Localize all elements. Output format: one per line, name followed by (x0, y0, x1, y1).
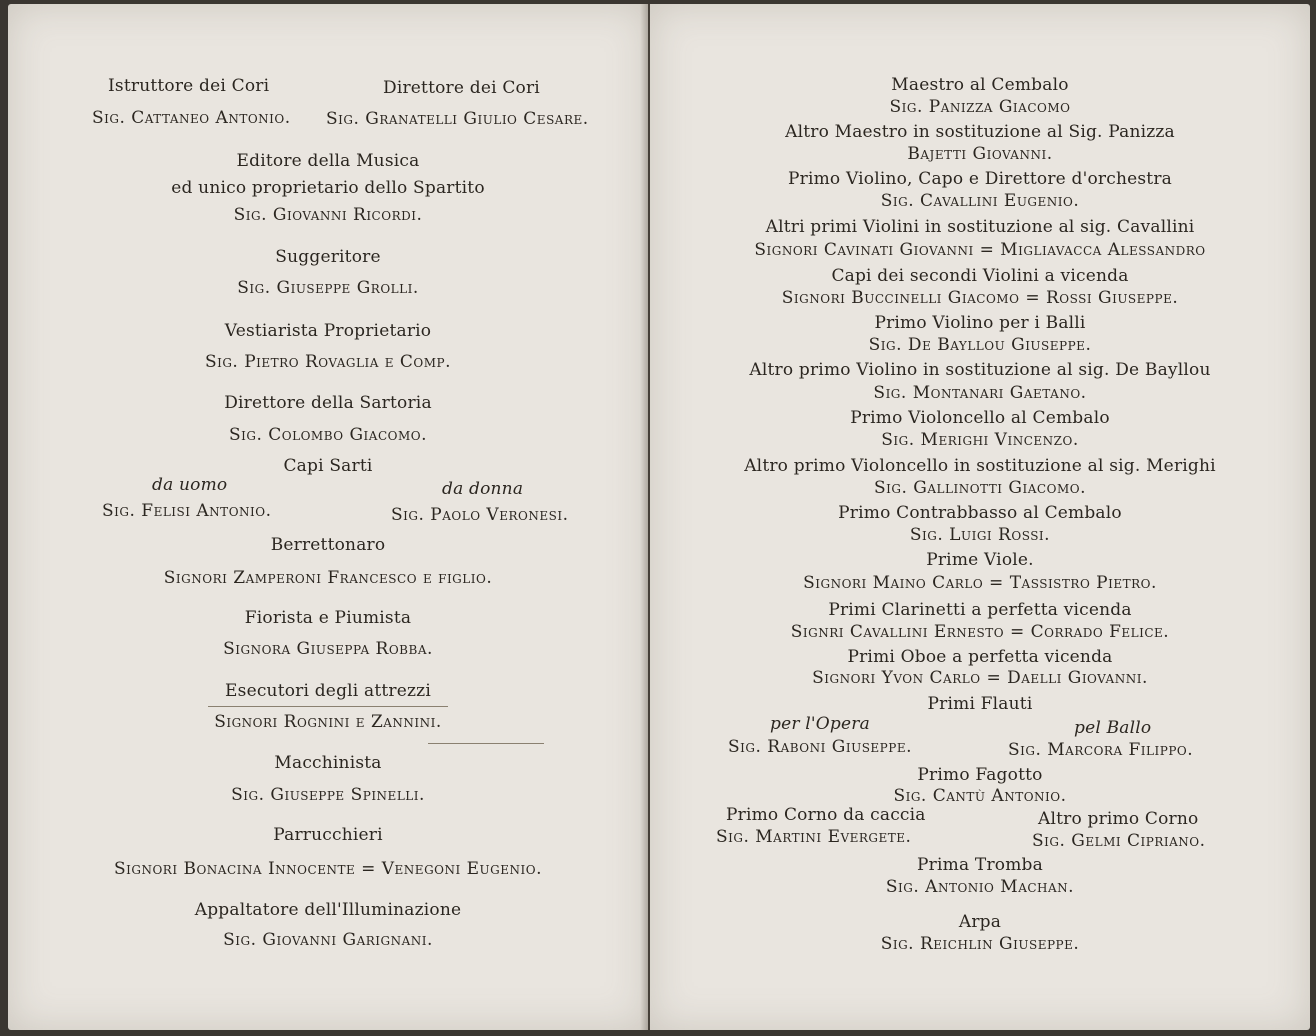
ballo-name: Sig. Marcora Filippo. (1008, 740, 1194, 760)
balli-name: Sig. De Bayllou Giuseppe. (868, 335, 1092, 355)
cembalo-name: Sig. Panizza Giacomo (889, 97, 1071, 117)
altro-corno-name: Sig. Gelmi Cipriano. (1032, 831, 1206, 851)
istruttore-title: Istruttore dei Cori (108, 76, 270, 96)
parrucchieri-name: Signori Bonacina Innocente = Venegoni Eugenio. (113, 859, 542, 879)
sartoria-title: Direttore della Sartoria (224, 393, 432, 413)
istruttore-name: Sig. Cattaneo Antonio. (92, 108, 291, 128)
altri-violini-title: Altri primi Violini in sostituzione al sig. Cavallini (765, 217, 1195, 237)
fiorista-name: Signora Giuseppa Robba. (223, 639, 433, 659)
viole-name: Signori Maino Carlo = Tassistro Pietro. (803, 573, 1157, 593)
altro-maestro-name: Bajetti Giovanni. (907, 144, 1053, 164)
capi-sarti-title: Capi Sarti (283, 456, 373, 476)
berrettonaro-name: Signori Zamperoni Francesco e figlio. (163, 568, 493, 588)
violoncello-name: Sig. Merighi Vincenzo. (881, 430, 1079, 450)
oboe-name: Signori Yvon Carlo = Daelli Giovanni. (812, 668, 1148, 688)
divider-rule (428, 743, 544, 744)
uomo-name: Sig. Felisi Antonio. (102, 501, 272, 521)
oboe-title: Primi Oboe a perfetta vicenda (847, 647, 1113, 667)
contrabbasso-title: Primo Contrabbasso al Cembalo (838, 503, 1122, 523)
contrabbasso-name: Sig. Luigi Rossi. (909, 525, 1051, 545)
fiorista-title: Fiorista e Piumista (244, 608, 412, 628)
illuminazione-name: Sig. Giovanni Garignani. (223, 930, 433, 950)
da-uomo-label: da uomo (152, 475, 228, 495)
altro-violoncello-name: Sig. Gallinotti Giacomo. (874, 478, 1086, 498)
tromba-title: Prima Tromba (917, 855, 1043, 875)
macchinista-title: Macchinista (274, 753, 382, 773)
editore-name: Sig. Giovanni Ricordi. (233, 205, 423, 225)
divider-rule (208, 706, 448, 707)
attrezzi-title: Esecutori degli attrezzi (225, 681, 431, 701)
editore-line-2: ed unico proprietario dello Spartito (171, 178, 485, 198)
parrucchieri-title: Parrucchieri (273, 825, 383, 845)
altro-balli-name: Sig. Montanari Gaetano. (873, 383, 1087, 403)
per-opera-label: per l'Opera (770, 714, 870, 734)
fagotto-name: Sig. Cantù Antonio. (893, 786, 1067, 806)
altro-balli-title: Altro primo Violino in sostituzione al sig. De Bayllou (749, 360, 1211, 380)
secondi-title: Capi dei secondi Violini a vicenda (831, 266, 1129, 286)
pel-ballo-label: pel Ballo (1074, 718, 1152, 738)
altri-violini-name: Signori Cavinati Giovanni = Migliavacca Alessandro (754, 240, 1206, 260)
vestiarista-title: Vestiarista Proprietario (224, 321, 432, 341)
clarinetti-name: Signri Cavallini Ernesto = Corrado Felice. (790, 622, 1170, 642)
editore-line-1: Editore della Musica (236, 151, 420, 171)
tromba-name: Sig. Antonio Machan. (885, 877, 1075, 897)
direttore-cori-title: Direttore dei Cori (383, 78, 540, 98)
primo-violino-name: Sig. Cavallini Eugenio. (880, 191, 1080, 211)
direttore-cori-name: Sig. Granatelli Giulio Cesare. (326, 109, 589, 129)
cembalo-title: Maestro al Cembalo (891, 75, 1069, 95)
da-donna-label: da donna (442, 479, 524, 499)
suggeritore-title: Suggeritore (275, 247, 381, 267)
flauti-title: Primi Flauti (927, 694, 1033, 714)
sartoria-name: Sig. Colombo Giacomo. (228, 425, 428, 445)
opera-name: Sig. Raboni Giuseppe. (728, 737, 912, 757)
corno-title: Primo Corno da caccia (726, 805, 926, 825)
secondi-name: Signori Buccinelli Giacomo = Rossi Giuseppe. (781, 288, 1179, 308)
right-page (650, 4, 1310, 1030)
corno-name: Sig. Martini Evergete. (716, 827, 912, 847)
illuminazione-title: Appaltatore dell'Illuminazione (194, 900, 462, 920)
fagotto-title: Primo Fagotto (917, 765, 1043, 785)
berrettonaro-title: Berrettonaro (270, 535, 386, 555)
clarinetti-title: Primi Clarinetti a perfetta vicenda (828, 600, 1132, 620)
macchinista-name: Sig. Giuseppe Spinelli. (231, 785, 425, 805)
arpa-title: Arpa (958, 912, 1002, 932)
donna-name: Sig. Paolo Veronesi. (391, 505, 569, 525)
altro-corno-title: Altro primo Corno (1038, 809, 1199, 829)
altro-violoncello-title: Altro primo Violoncello in sostituzione al sig. Merighi (744, 456, 1216, 476)
viole-title: Prime Viole. (926, 550, 1034, 570)
violoncello-title: Primo Violoncello al Cembalo (850, 408, 1110, 428)
altro-maestro-title: Altro Maestro in sostituzione al Sig. Panizza (785, 122, 1175, 142)
primo-violino-title: Primo Violino, Capo e Direttore d'orchestra (787, 169, 1172, 189)
balli-title: Primo Violino per i Balli (874, 313, 1086, 333)
left-page (8, 4, 648, 1030)
attrezzi-name: Signori Rognini e Zannini. (214, 712, 442, 732)
suggeritore-name: Sig. Giuseppe Grolli. (237, 278, 419, 298)
arpa-name: Sig. Reichlin Giuseppe. (880, 934, 1080, 954)
vestiarista-name: Sig. Pietro Rovaglia e Comp. (204, 352, 452, 372)
